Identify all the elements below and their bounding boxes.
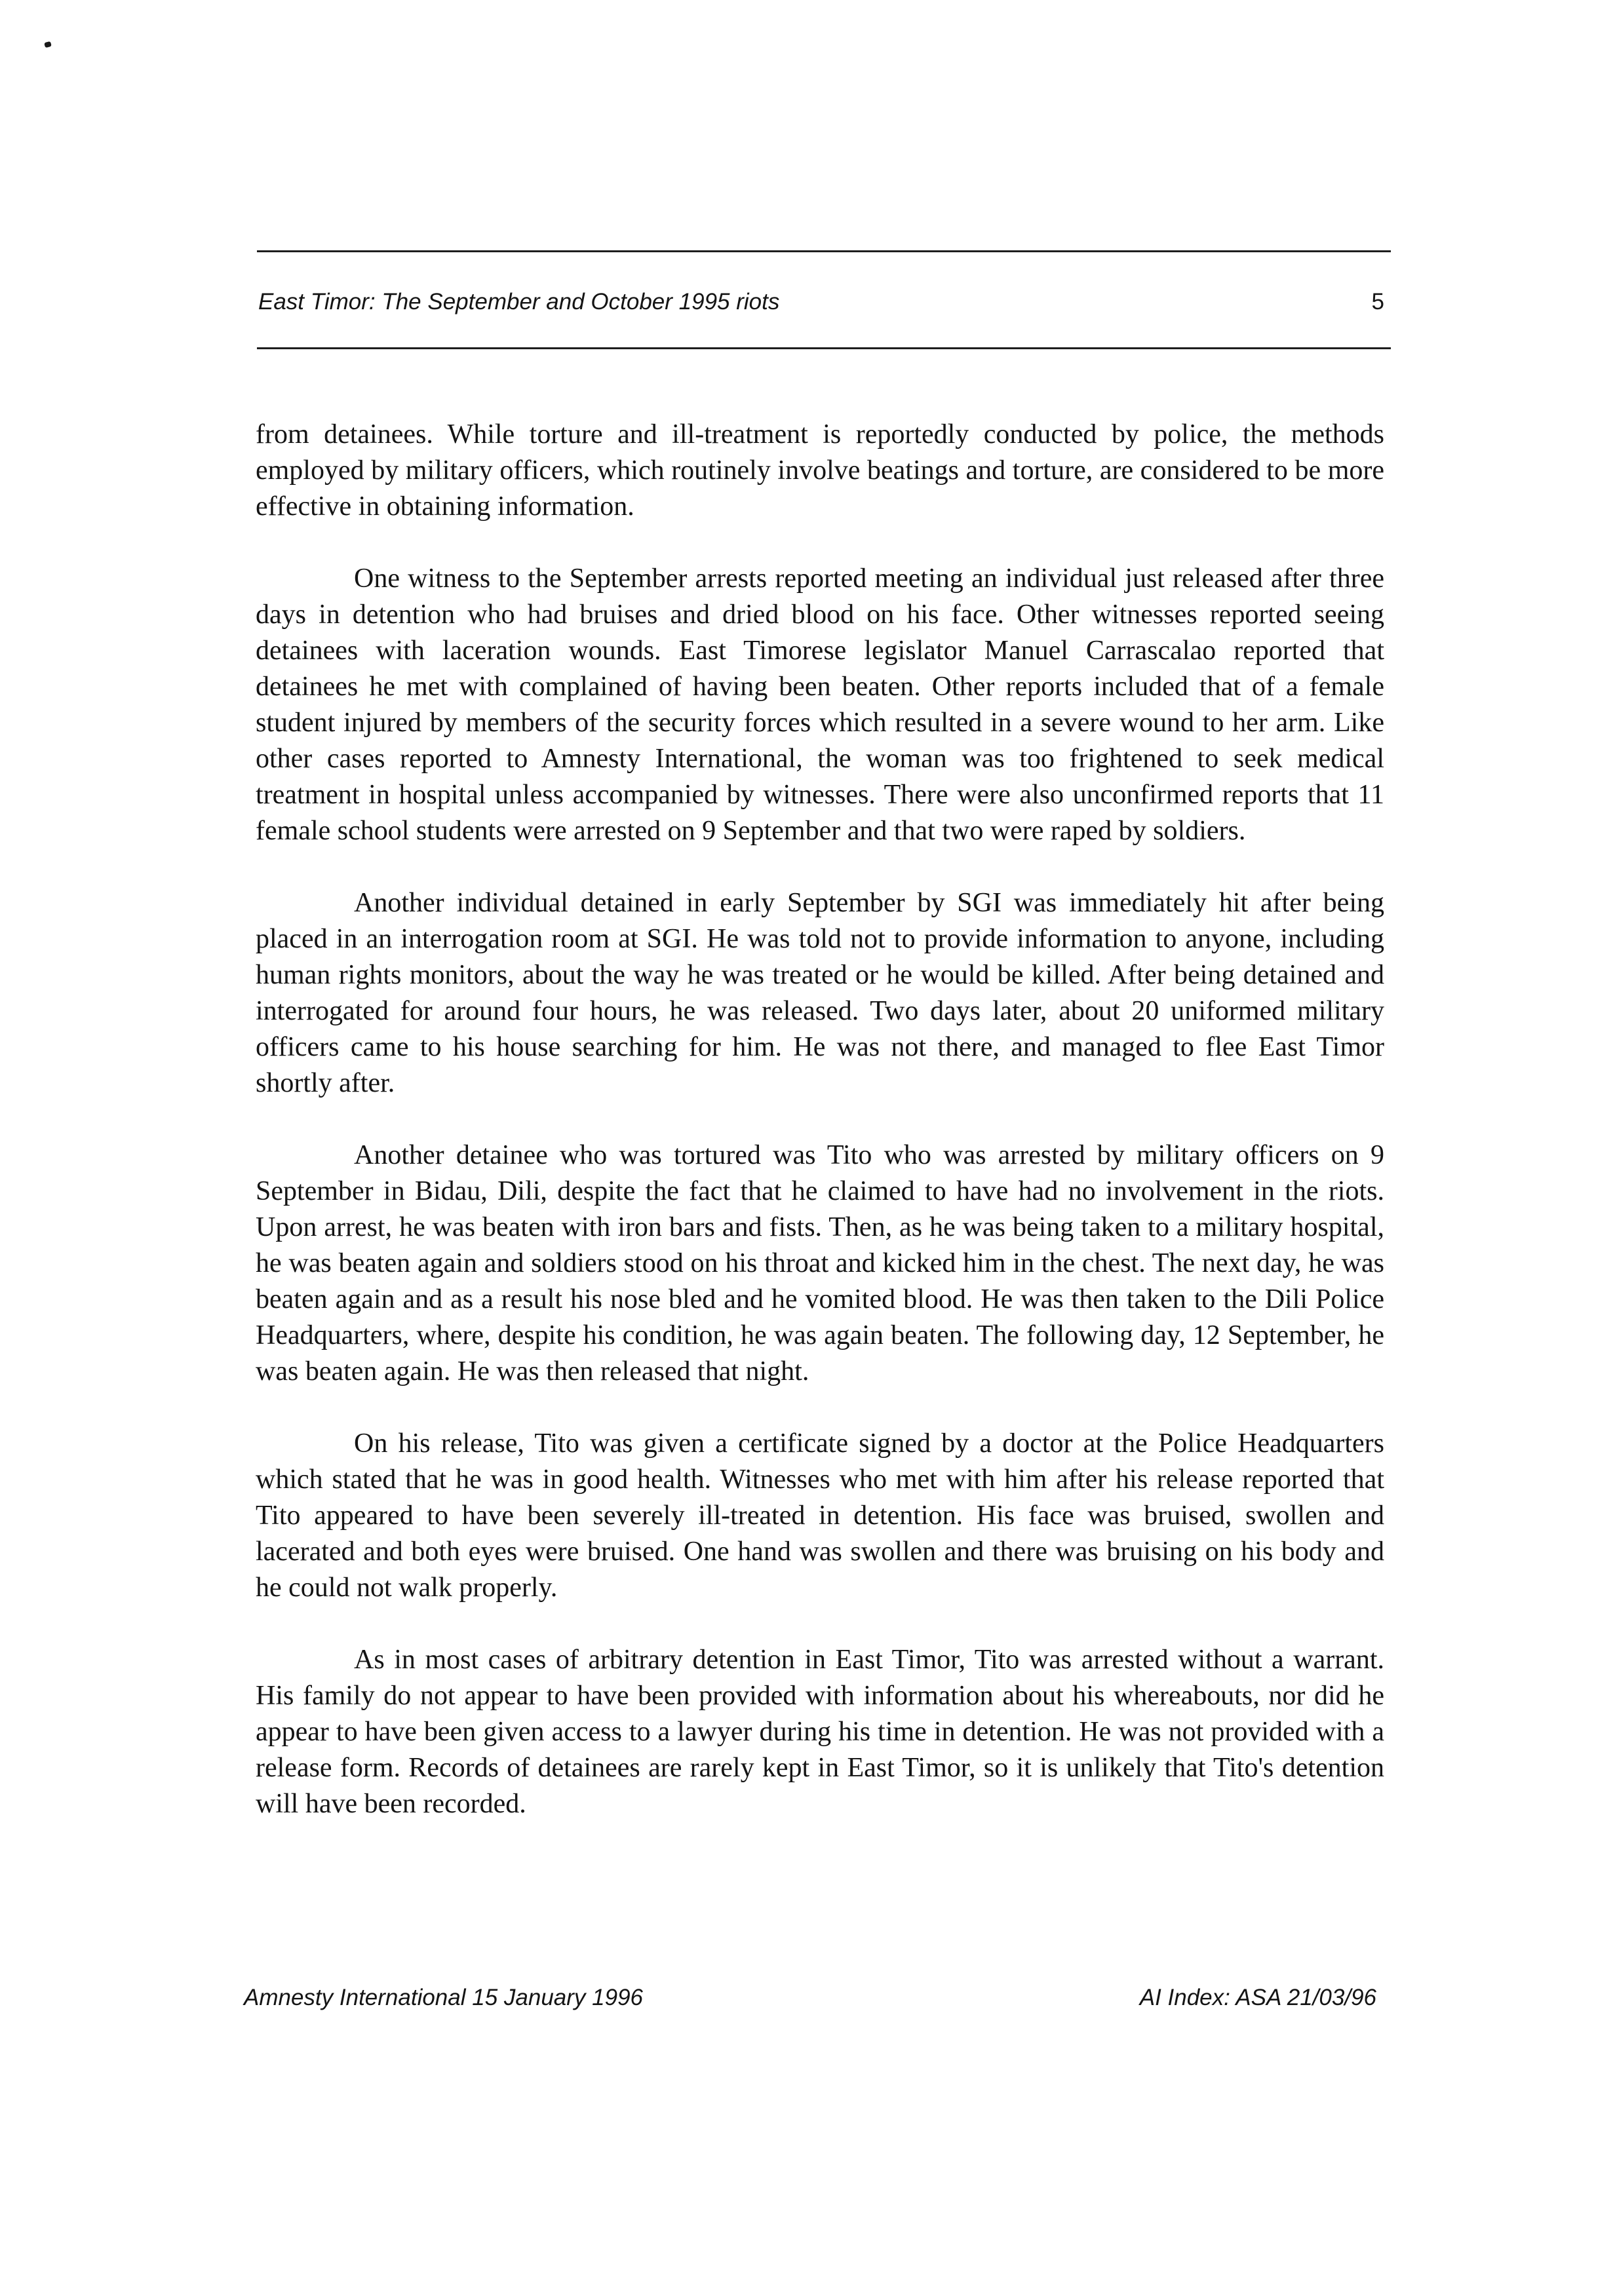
- body-text: [256, 417, 1384, 1858]
- header-bottom-rule: [257, 347, 1391, 349]
- page-footer: [244, 1981, 1376, 2014]
- paragraph: As in most cases of arbitrary detention in East Timor, Tito was arrested without a warrant. His family do not appear to have been provided with information about his whereabouts, nor did he appear to have been given access to a lawyer during his time in detention. He was not provided with a release form. Records of detainees are rarely kept in East Timor, so it is unlikely that Tito's detention will have been recorded.: [256, 1645, 1384, 1819]
- paragraph-continuation: from detainees. While torture and ill-treatment is reportedly conducted by police, the methods employed by military officers, which routinely involve beatings and torture, are considered to be more effective in obtaining information.: [256, 419, 1384, 522]
- stray-ink-mark: [44, 41, 52, 48]
- header-top-rule: [257, 250, 1391, 252]
- paragraph: Another detainee who was tortured was Tito who was arrested by military officers on 9 September in Bidau, Dili, despite the fact that he claimed to have had no involvement in the riots. Upon arrest, he was beaten with iron bars and fists. Then, as he was being taken to a military hospital, he was beaten again and soldiers stood on his throat and kicked him in the chest. The next day, he was beaten again and as a result his nose bled and he vomited blood. He was then taken to the Dili Police Headquarters, where, despite his condition, he was again beaten. The following day, 12 September, he was beaten again. He was then released that night.: [256, 1140, 1384, 1387]
- page-number: 5: [1371, 289, 1384, 315]
- running-title: East Timor: The September and October 1995 riots: [258, 289, 780, 315]
- footer-ai-index: AI Index: ASA 21/03/96: [1139, 1985, 1376, 2010]
- paragraph: On his release, Tito was given a certificate signed by a doctor at the Police Headquarters which stated that he was in good health. Witnesses who met with him after his release reported that Tito appeared to have been severely ill-treated in detention. His face was bruised, swollen and lacerated and both eyes were bruised. One hand was swollen and there was bruising on his body and he could not walk properly.: [256, 1428, 1384, 1603]
- paragraph: Another individual detained in early September by SGI was immediately hit after being placed in an interrogation room at SGI. He was told not to provide information to anyone, including human rights monitors, about the way he was treated or he would be killed. After being detained and interrogated for around four hours, he was released. Two days later, about 20 uniformed military officers came to his house searching for him. He was not there, and managed to flee East Timor shortly after.: [256, 888, 1384, 1098]
- paragraph: One witness to the September arrests reported meeting an individual just released after three days in detention who had bruises and dried blood on his face. Other witnesses reported seeing detainees with laceration wounds. East Timorese legislator Manuel Carrascalao reported that detainees he met with complained of having been beaten. Other reports included that of a female student injured by members of the security forces which resulted in a severe wound to her arm. Like other cases reported to Amnesty International, the woman was too frightened to seek medical treatment in hospital unless accompanied by witnesses. There were also unconfirmed reports that 11 female school students were arrested on 9 September and that two were raped by soldiers.: [256, 564, 1384, 846]
- footer-publisher-date: Amnesty International 15 January 1996: [244, 1985, 643, 2010]
- running-header: [257, 286, 1391, 318]
